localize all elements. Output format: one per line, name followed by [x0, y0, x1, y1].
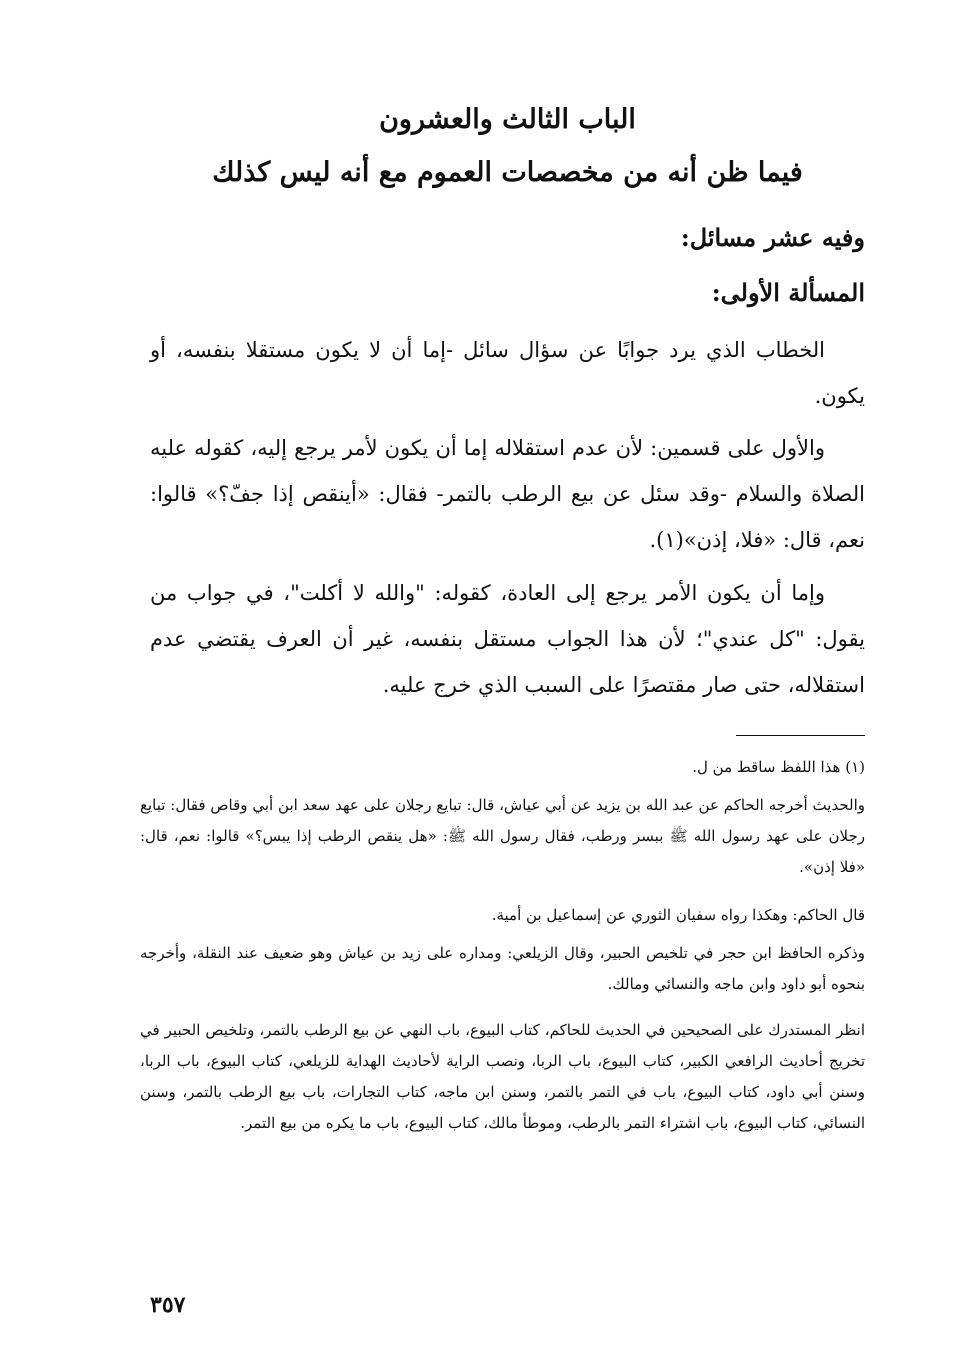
- footnote-references: انظر المستدرك على الصحيحين في الحديث للحاكم، كتاب البيوع، باب النهي عن بيع الرطب بالتمر، وتلخيص الحبير في تخريج أحاديث الرافعي الكبير، كتاب البيوع، باب الربا، ونصب الراية لأحاديث الهداية للزيلعي، كتاب البيوع، باب الربا، وسنن أبي داود، كتاب البيوع، باب في التمر بالتمر، وسنن ابن ماجه، كتاب التجارات، باب بيع الرطب بالتمر، وسنن النسائي، كتاب البيوع، باب اشتراء التمر بالرطب، وموطأ مالك، كتاب البيوع، باب ما يكره من بيع التمر.: [140, 1021, 865, 1132]
- footnote-1: (١) هذا اللفظ ساقط من ل.: [692, 758, 865, 776]
- footnote-hadith-text: والحديث أخرجه الحاكم عن عبد الله بن يزيد عن أبي عياش، قال: تبايع رجلان على عهد سعد ابن أبي وقاص فقال: تبايع رجلان على عهد رسول الله ﷺ ببسر ورطب، فقال رسول الله ﷺ: «هل ينقص الرطب إذا يبس؟» قالوا: نعم، قال: «فلا إذن».: [140, 796, 865, 876]
- footnote-ibn-hajar-note: وذكره الحافظ ابن حجر في تلخيص الحبير، وقال الزيلعي: ومداره على زيد بن عياش وهو ضعيف عند النقلة، وأخرجه بنحوه أبو داود وابن ماجه والنسائي ومالك.: [140, 944, 865, 993]
- section-heading: المسألة الأولى:: [711, 278, 865, 307]
- paragraph-1: الخطاب الذي يرد جوابًا عن سؤال سائل -إما أن لا يكون مستقلا بنفسه، أو يكون.: [150, 338, 865, 408]
- paragraph-3: وإما أن يكون الأمر يرجع إلى العادة، كقوله: "والله لا أكلت"، في جواب من يقول: "كل عندي"؛ لأن هذا الجواب مستقل بنفسه، غير أن العرف يقتضي عدم استقلاله، حتى صار مقتصرًا على السبب الذي خرج عليه.: [150, 581, 865, 697]
- intro-line: وفيه عشر مسائل:: [680, 223, 865, 252]
- footnote-separator: [736, 735, 865, 736]
- chapter-title: الباب الثالث والعشرون: [379, 104, 636, 135]
- chapter-subtitle: فيما ظن أنه من مخصصات العموم مع أنه ليس كذلك: [212, 157, 803, 188]
- page-number: ٣٥٧: [150, 1292, 186, 1318]
- paragraph-2: والأول على قسمين: لأن عدم استقلاله إما أن يكون لأمر يرجع إليه، كقوله عليه الصلاة والسلام -وقد سئل عن بيع الرطب بالتمر- فقال: «أينقص إذا جفّ؟» قالوا: نعم، قال: «فلا، إذن»(١).: [150, 436, 865, 552]
- footnote-hakim-note: قال الحاكم: وهكذا رواه سفيان الثوري عن إسماعيل بن أمية.: [491, 906, 865, 924]
